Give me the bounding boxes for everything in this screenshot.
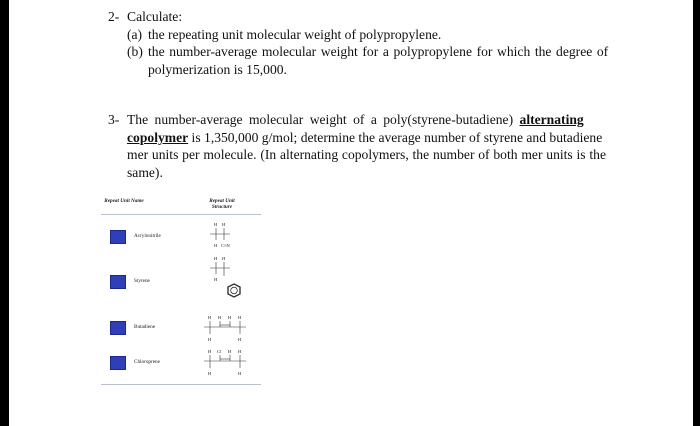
q2-a-label: (a) bbox=[127, 27, 143, 42]
cl-label: Cl bbox=[217, 349, 222, 354]
h-label: H bbox=[214, 277, 218, 282]
h-label: H bbox=[208, 315, 212, 320]
h-label: H bbox=[208, 337, 212, 342]
q3-line2 bbox=[127, 129, 602, 146]
h-label: H bbox=[238, 371, 242, 376]
h-label: H bbox=[214, 222, 218, 227]
q2-b-label: (b) bbox=[127, 44, 143, 59]
h-label: H bbox=[208, 371, 212, 376]
table-header-structure: Repeat Unit Structure bbox=[209, 198, 235, 210]
table-bottom-rule bbox=[101, 384, 261, 385]
row-label-butadiene: Butadiene bbox=[134, 324, 156, 330]
q2-b-line1: the number-average molecular weight for a polypropylene for which the degree of bbox=[148, 44, 609, 59]
q3-number: 3- bbox=[108, 112, 120, 127]
h-label: H bbox=[222, 222, 226, 227]
q3-copolymer-emphasis: copolymer bbox=[127, 130, 189, 145]
q3-alternating-emphasis: alternating bbox=[519, 112, 584, 127]
styrene-structure bbox=[200, 254, 260, 304]
molecule-icon bbox=[110, 356, 126, 370]
q3-line1 bbox=[127, 111, 584, 128]
h-label: H bbox=[222, 256, 226, 261]
q2-number: 2- bbox=[108, 9, 120, 24]
butadiene-structure bbox=[200, 313, 270, 343]
q3-line4: same). bbox=[127, 165, 163, 180]
q3-line3: mer units per molecule. (In alternating copolymers, the number of both mer units is the bbox=[127, 147, 606, 162]
row-label-styrene: Styrene bbox=[134, 278, 150, 284]
h-label: H bbox=[208, 349, 212, 354]
molecule-icon bbox=[110, 275, 126, 289]
h-label: H bbox=[238, 315, 242, 320]
h-label: H bbox=[228, 315, 232, 320]
h-label: H bbox=[238, 337, 242, 342]
left-border bbox=[0, 0, 9, 426]
right-border bbox=[693, 0, 700, 426]
h-label: H bbox=[228, 349, 232, 354]
q2-b-line2: polymerization is 15,000. bbox=[148, 62, 287, 77]
q3-line2-text: is 1,350,000 g/mol; determine the average number of styrene and butadiene bbox=[188, 130, 603, 145]
q2-a-text: the repeating unit molecular weight of polypropylene. bbox=[148, 27, 442, 42]
row-label-chloroprene: Chloroprene bbox=[134, 359, 160, 365]
q3-line1-text: The number-average molecular weight of a poly(styrene-butadiene) bbox=[127, 112, 514, 127]
h-label: H bbox=[214, 243, 218, 248]
h-label: H bbox=[218, 315, 222, 320]
table-header-name: Repeat Unit Name bbox=[104, 198, 144, 204]
molecule-icon bbox=[110, 321, 126, 335]
h-label: H bbox=[214, 256, 218, 261]
row-label-acrylonitrile: Acrylonitrile bbox=[134, 233, 161, 239]
table-header-rule bbox=[101, 214, 261, 215]
molecule-icon bbox=[110, 230, 126, 244]
q2-heading: Calculate: bbox=[127, 9, 183, 24]
chloroprene-structure bbox=[200, 347, 270, 377]
h-label: H bbox=[238, 349, 242, 354]
acrylonitrile-structure bbox=[200, 220, 260, 250]
cn-label: C≡N bbox=[221, 243, 230, 248]
